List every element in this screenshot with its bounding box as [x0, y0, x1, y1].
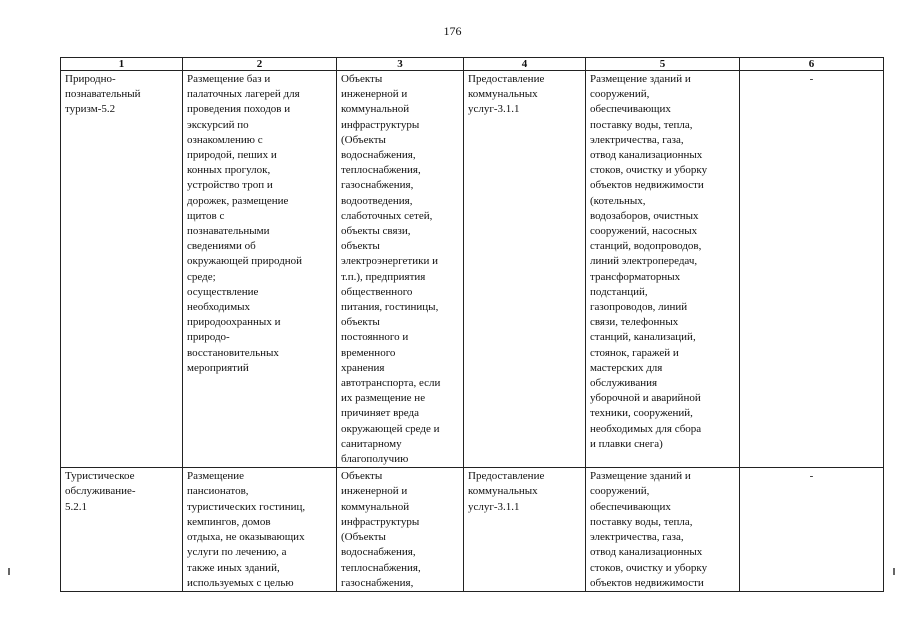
auxiliary-use-description-cell: Размещение зданий и сооружений, обеспечивающих поставку воды, тепла, электричества, газа, отвод канализационных стоков, очистку и уборку объектов недвижимости — [586, 468, 740, 592]
zoning-table — [60, 57, 884, 592]
column-header: 3 — [337, 58, 464, 71]
column-header: 1 — [61, 58, 183, 71]
auxiliary-use-description-cell: Размещение зданий и сооружений, обеспечивающих поставку воды, тепла, электричества, газа, отвод канализационных стоков, очистку и уборку объектов недвижимости (котельных, водозаборов, очистных сооружений, насосных станций, водопроводов, линий электропередач, трансформаторных подстанций, газопроводов, линий связи, телефонных станций, канализаций, стоянок, гаражей и мастерских для обслуживания уборочной и аварийной техники, сооружений, необходимых для сбора и плавки снега) — [586, 71, 740, 468]
column-header: 2 — [183, 58, 337, 71]
permitted-objects-cell: Объекты инженерной и коммунальной инфраструктуры (Объекты водоснабжения, теплоснабжения, газоснабжения, водоотведения, слаботочных сетей, объекты связи, объекты электроэнергетики и т.п.), предприятия общественного питания, гостиницы, объекты постоянного и временного хранения автотранспорта, если их размещение не причиняет вреда окружающей среде и санитарному благополучию — [337, 71, 464, 468]
scan-edge-mark-left — [8, 568, 10, 575]
land-use-description-cell: Размещение пансионатов, туристических гостиниц, кемпингов, домов отдыха, не оказывающих услуги по лечению, а также иных зданий, используемых с целью — [183, 468, 337, 592]
notes-cell: - — [740, 468, 884, 592]
page-number: 176 — [443, 24, 462, 38]
header-row — [61, 58, 884, 71]
table-row — [61, 468, 884, 592]
land-use-description-cell: Размещение баз и палаточных лагерей для проведения походов и экскурсий по ознакомлению с природой, пеших и конных прогулок, устройство троп и дорожек, размещение щитов с познавательными сведениями об окружающей природной среде; осуществление необходимых природоохранных и природо- восстановительных мероприятий — [183, 71, 337, 468]
auxiliary-use-type-cell: Предоставление коммунальных услуг-3.1.1 — [464, 71, 586, 468]
auxiliary-use-type-cell: Предоставление коммунальных услуг-3.1.1 — [464, 468, 586, 592]
zoning-table-container — [60, 57, 883, 589]
column-header: 5 — [586, 58, 740, 71]
land-use-type-cell: Туристическое обслуживание- 5.2.1 — [61, 468, 183, 592]
land-use-type-cell: Природно- познавательный туризм-5.2 — [61, 71, 183, 468]
permitted-objects-cell: Объекты инженерной и коммунальной инфраструктуры (Объекты водоснабжения, теплоснабжения, газоснабжения, — [337, 468, 464, 592]
column-header: 6 — [740, 58, 884, 71]
notes-cell: - — [740, 71, 884, 468]
column-header: 4 — [464, 58, 586, 71]
scan-edge-mark-right — [893, 568, 895, 575]
table-row — [61, 71, 884, 468]
